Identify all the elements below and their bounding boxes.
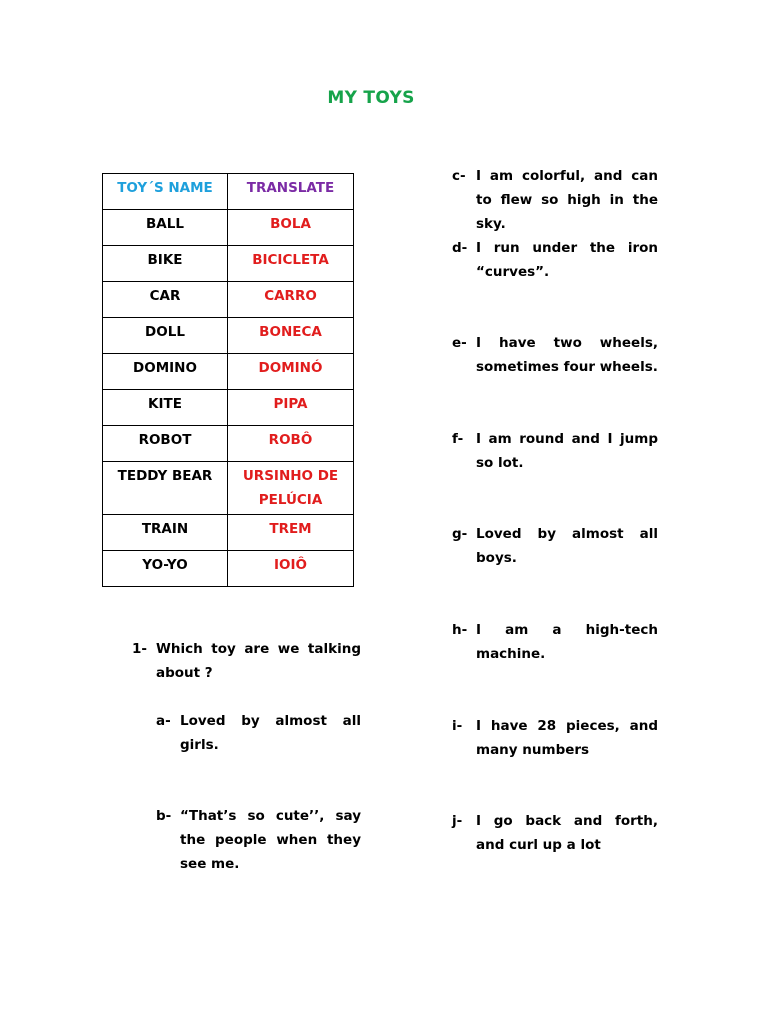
clue-label: b-: [156, 808, 172, 824]
clue-text: “That’s so cute’’, say the people when they see me.: [180, 808, 361, 872]
clue-a: [156, 709, 361, 757]
clue-label: f-: [452, 431, 464, 447]
question-text: Which toy are we talking about ?: [156, 641, 361, 681]
translate-cell: BICICLETA: [228, 246, 354, 282]
toy-name-cell: KITE: [103, 390, 228, 426]
table-row: [103, 462, 354, 515]
clue-i: [452, 714, 658, 762]
table-row: [103, 426, 354, 462]
toy-name-cell: TRAIN: [103, 515, 228, 551]
clue-text: I have 28 pieces, and many numbers: [476, 718, 658, 758]
translate-cell: ROBÔ: [228, 426, 354, 462]
translate-cell: BOLA: [228, 210, 354, 246]
clue-label: c-: [452, 168, 466, 184]
toy-name-cell: DOMINO: [103, 354, 228, 390]
clue-text: I am round and I jump so lot.: [476, 431, 658, 471]
header-toys-name: TOY´S NAME: [103, 174, 228, 210]
table-row: [103, 246, 354, 282]
table-row: [103, 390, 354, 426]
toy-name-cell: BALL: [103, 210, 228, 246]
header-translate: TRANSLATE: [228, 174, 354, 210]
clue-j: [452, 809, 658, 857]
translate-cell: TREM: [228, 515, 354, 551]
clue-label: i-: [452, 718, 463, 734]
table-row: [103, 318, 354, 354]
table-row: [103, 210, 354, 246]
table-row: [103, 515, 354, 551]
clue-label: e-: [452, 335, 467, 351]
table-row: [103, 354, 354, 390]
toy-name-cell: ROBOT: [103, 426, 228, 462]
clue-text: Loved by almost all boys.: [476, 526, 658, 566]
translate-cell: DOMINÓ: [228, 354, 354, 390]
toy-name-cell: TEDDY BEAR: [103, 462, 228, 515]
toy-name-cell: YO-YO: [103, 551, 228, 587]
clue-e: [452, 331, 658, 379]
toys-table: [102, 173, 354, 587]
table-row: [103, 282, 354, 318]
clue-label: j-: [452, 813, 463, 829]
clue-text: I have two wheels, sometimes four wheels.: [476, 335, 658, 375]
clue-f: [452, 427, 658, 475]
clue-text: I am a high-tech machine.: [476, 622, 658, 662]
toy-name-cell: DOLL: [103, 318, 228, 354]
clue-g: [452, 522, 658, 570]
translate-cell: CARRO: [228, 282, 354, 318]
question-label: 1-: [132, 641, 147, 657]
clue-text: I run under the iron “curves”.: [476, 240, 658, 280]
clue-c: [452, 164, 658, 236]
translate-cell: BONECA: [228, 318, 354, 354]
clue-label: h-: [452, 622, 468, 638]
translate-cell: IOIÔ: [228, 551, 354, 587]
clue-text: Loved by almost all girls.: [180, 713, 361, 753]
clue-text: I go back and forth, and curl up a lot: [476, 813, 658, 853]
clue-b: [156, 804, 361, 876]
toy-name-cell: BIKE: [103, 246, 228, 282]
translate-cell: PIPA: [228, 390, 354, 426]
clue-text: I am colorful, and can to flew so high in the sky.: [476, 168, 658, 232]
clue-d: [452, 236, 658, 284]
toy-name-cell: CAR: [103, 282, 228, 318]
translate-cell: URSINHO DE PELÚCIA: [228, 462, 354, 515]
table-header-row: [103, 174, 354, 210]
table-row: [103, 551, 354, 587]
clue-label: d-: [452, 240, 468, 256]
clue-h: [452, 618, 658, 666]
clue-label: a-: [156, 713, 171, 729]
question-1: [132, 637, 361, 685]
page-title: MY TOYS: [327, 88, 415, 108]
clue-label: g-: [452, 526, 468, 542]
